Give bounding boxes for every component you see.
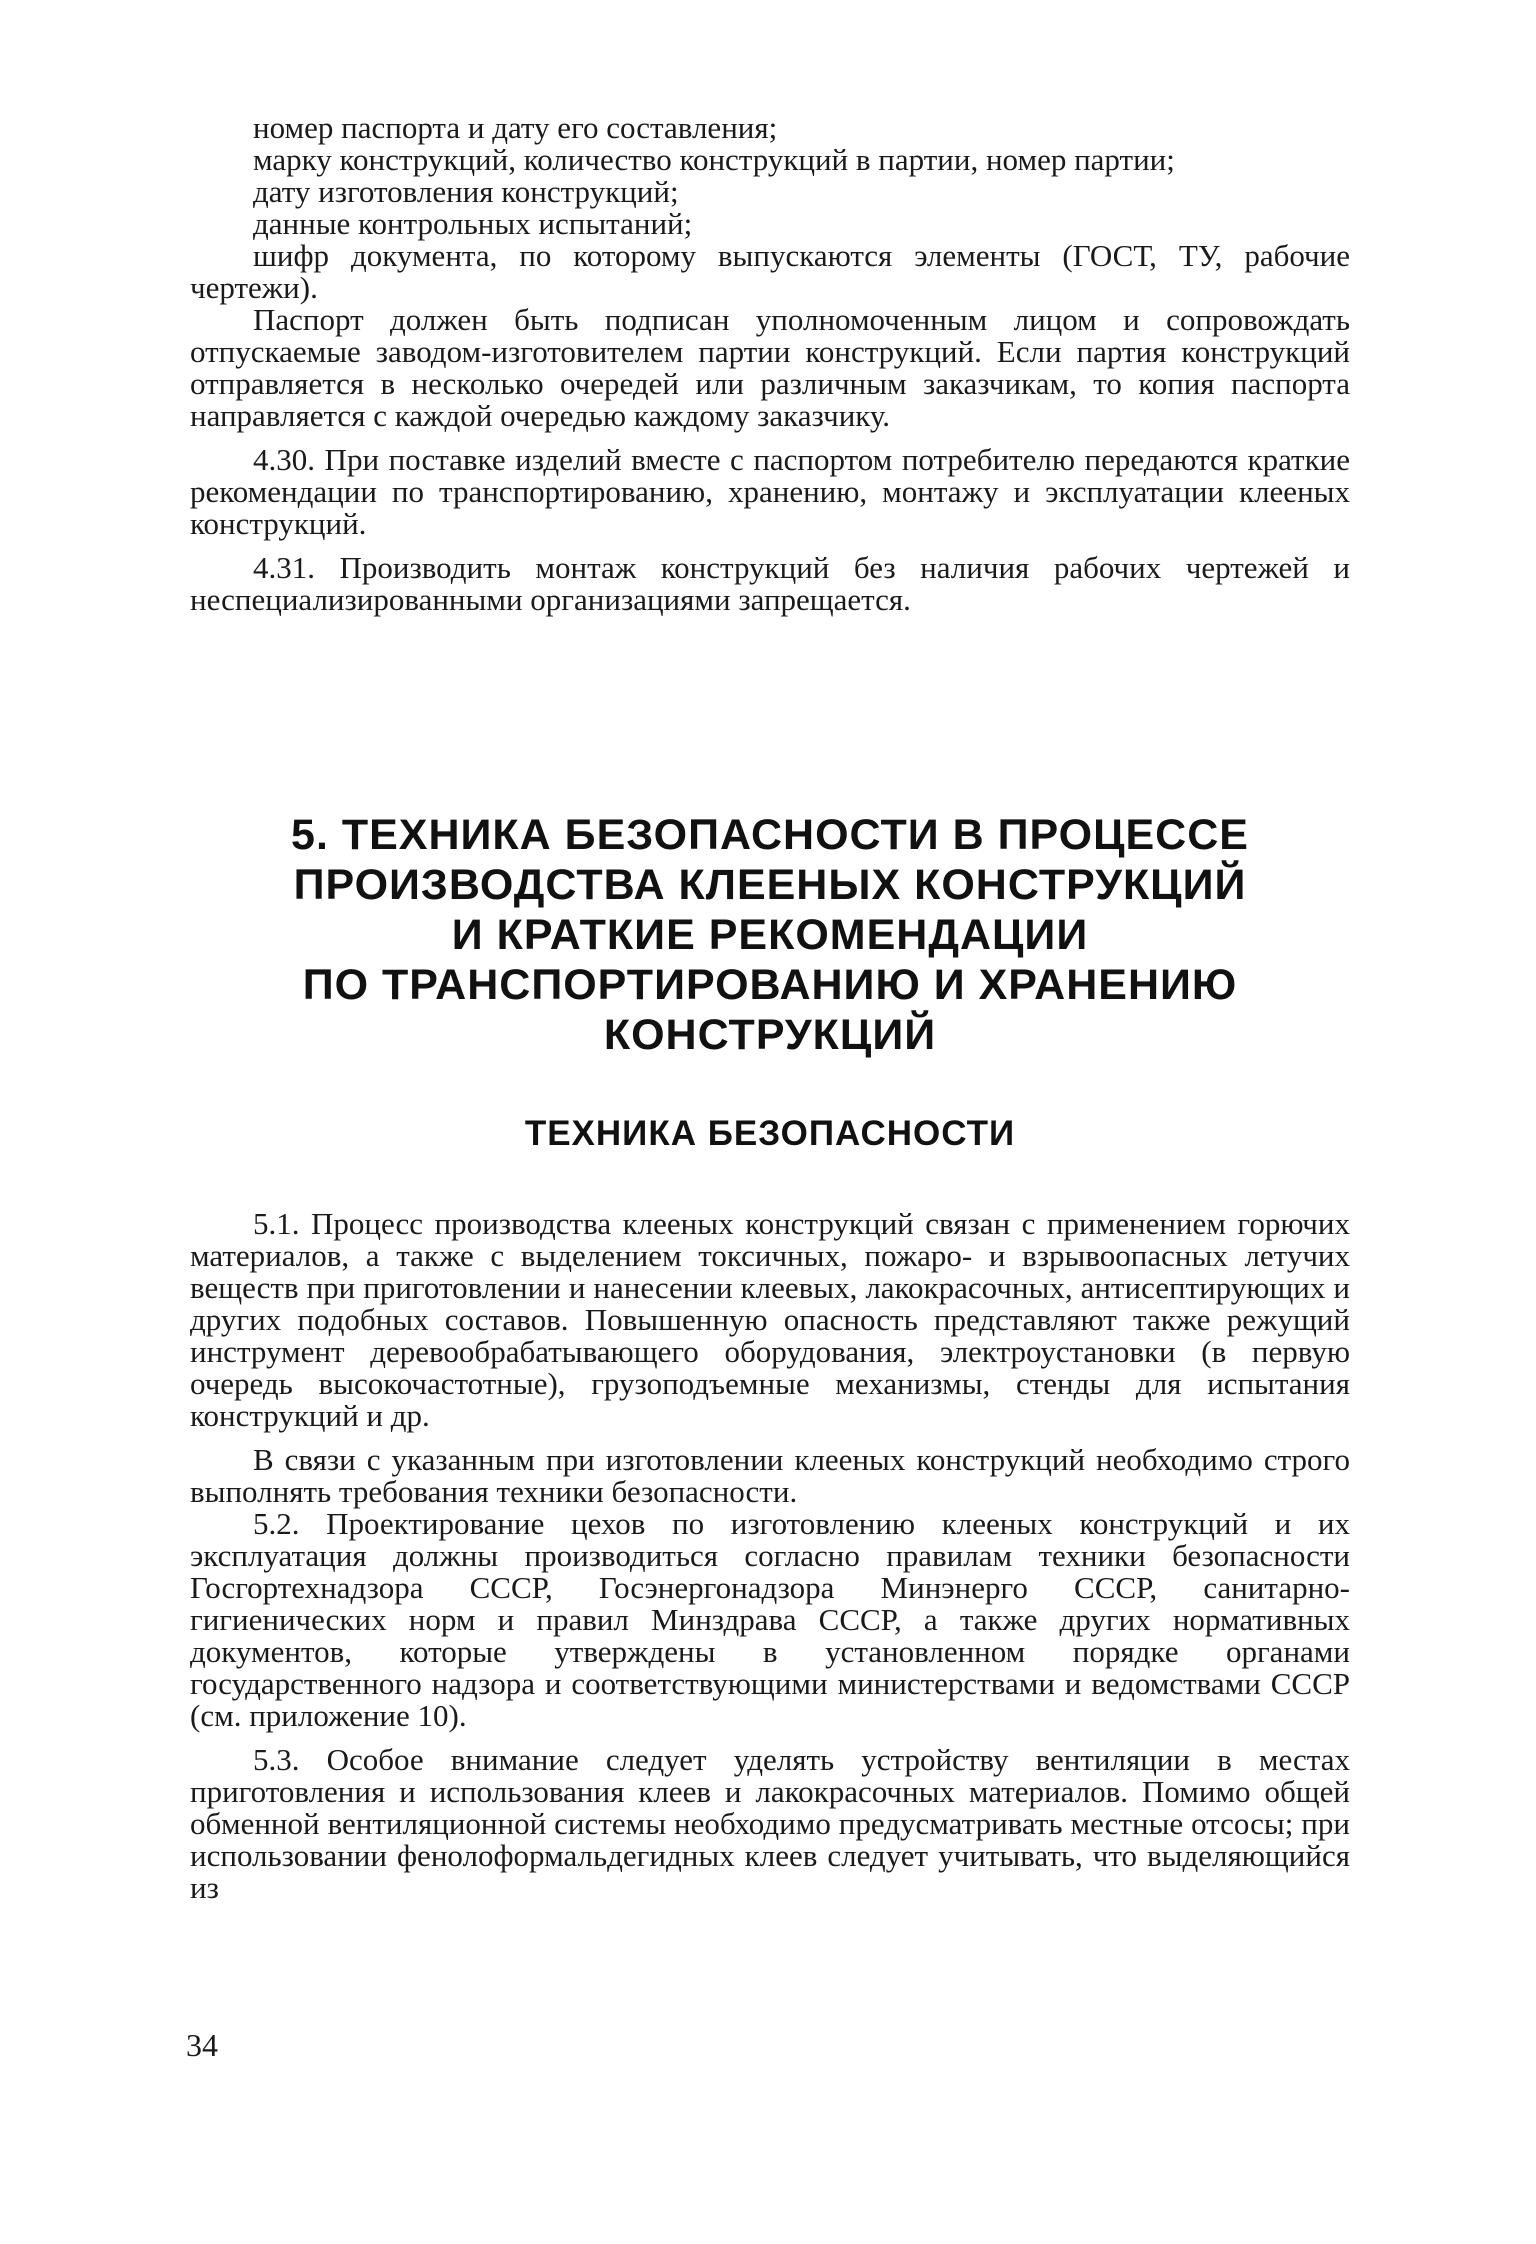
list-item-passport-number: номер паспорта и дату его составления; xyxy=(253,110,778,145)
clause-5-2: 5.2. Проектирование цехов по изготовлению клееных конструкций и их эксплуатация должны производиться согласно правилам техники безопасности Госгортехнадзора СССР, Госэнергонадзора Минэнерго СССР, санитарно-гигиенических норм и правил Минздрава СССР, а также других нормативных документов, которые утверждены в установленном порядке органами государственного надзора и соответствующими министерствами и ведомствами СССР (см. приложение 10). xyxy=(190,1506,1350,1733)
section-heading-line-1: 5. ТЕХНИКА БЕЗОПАСНОСТИ В ПРОЦЕССЕ xyxy=(291,811,1249,859)
clause-5-1: 5.1. Процесс производства клееных конструкций связан с применением горючих материалов, а также с выделением токсичных, пожаро- и взрывоопасных летучих веществ при приготовлении и нанесении клеевых, лакокрасочных, антисептирующих и других подобных составов. Повышенную опасность представляют также режущий инструмент деревообрабатывающего оборудования, электроустановки (в первую очередь высокочастотные), грузоподъемные механизмы, стенды для испытания конструкций и др. xyxy=(190,1206,1350,1433)
list-item-document-code: шифр документа, по которому выпускаются элементы (ГОСТ, ТУ, рабочие чертежи). xyxy=(190,238,1350,305)
section-heading-line-3: И КРАТКИЕ РЕКОМЕНДАЦИИ xyxy=(451,911,1089,959)
body-text-block xyxy=(190,1208,1350,1904)
section-heading-line-4: ПО ТРАНСПОРТИРОВАНИЮ И ХРАНЕНИЮ xyxy=(302,961,1238,1009)
section-heading-line-5: КОНСТРУКЦИЙ xyxy=(603,1011,937,1059)
list-item-construction-brand: марку конструкций, количество конструкций в партии, номер партии; xyxy=(253,142,1175,177)
top-text-block xyxy=(190,112,1350,616)
list-item-test-data: данные контрольных испытаний; xyxy=(253,206,693,241)
passport-paragraph: Паспорт должен быть подписан уполномоченным лицом и сопровождать отпускаемые заводом-изготовителем партии конструкций. Если партия конструкций отправляется в несколько очередей или различным заказчикам, то копия паспорта направляется с каждой очередью каждому заказчику. xyxy=(190,302,1350,433)
clause-4-30: 4.30. При поставке изделий вместе с паспортом потребителю передаются краткие рекомендации по транспортированию, хранению, монтажу и эксплуатации клееных конструкций. xyxy=(190,442,1350,541)
clause-4-31: 4.31. Производить монтаж конструкций без наличия рабочих чертежей и неспециализированными организациями запрещается. xyxy=(190,550,1350,617)
clause-5-1-continuation: В связи с указанным при изготовлении клееных конструкций необходимо строго выполнять требования техники безопасности. xyxy=(190,1442,1350,1509)
section-heading xyxy=(190,810,1350,1060)
page-number: 34 xyxy=(186,2027,218,2063)
list-item-manufacture-date: дату изготовления конструкций; xyxy=(253,174,679,209)
clause-5-3: 5.3. Особое внимание следует уделять устройству вентиляции в местах приготовления и использования клеев и лакокрасочных материалов. Помимо общей обменной вентиляционной системы необходимо предусматривать местные отсосы; при использовании фенолоформальдегидных клеев следует учитывать, что выделяющийся из xyxy=(190,1742,1350,1905)
subsection-heading: ТЕХНИКА БЕЗОПАСНОСТИ xyxy=(524,1114,1016,1153)
section-heading-line-2: ПРОИЗВОДСТВА КЛЕЕНЫХ КОНСТРУКЦИЙ xyxy=(293,861,1247,909)
